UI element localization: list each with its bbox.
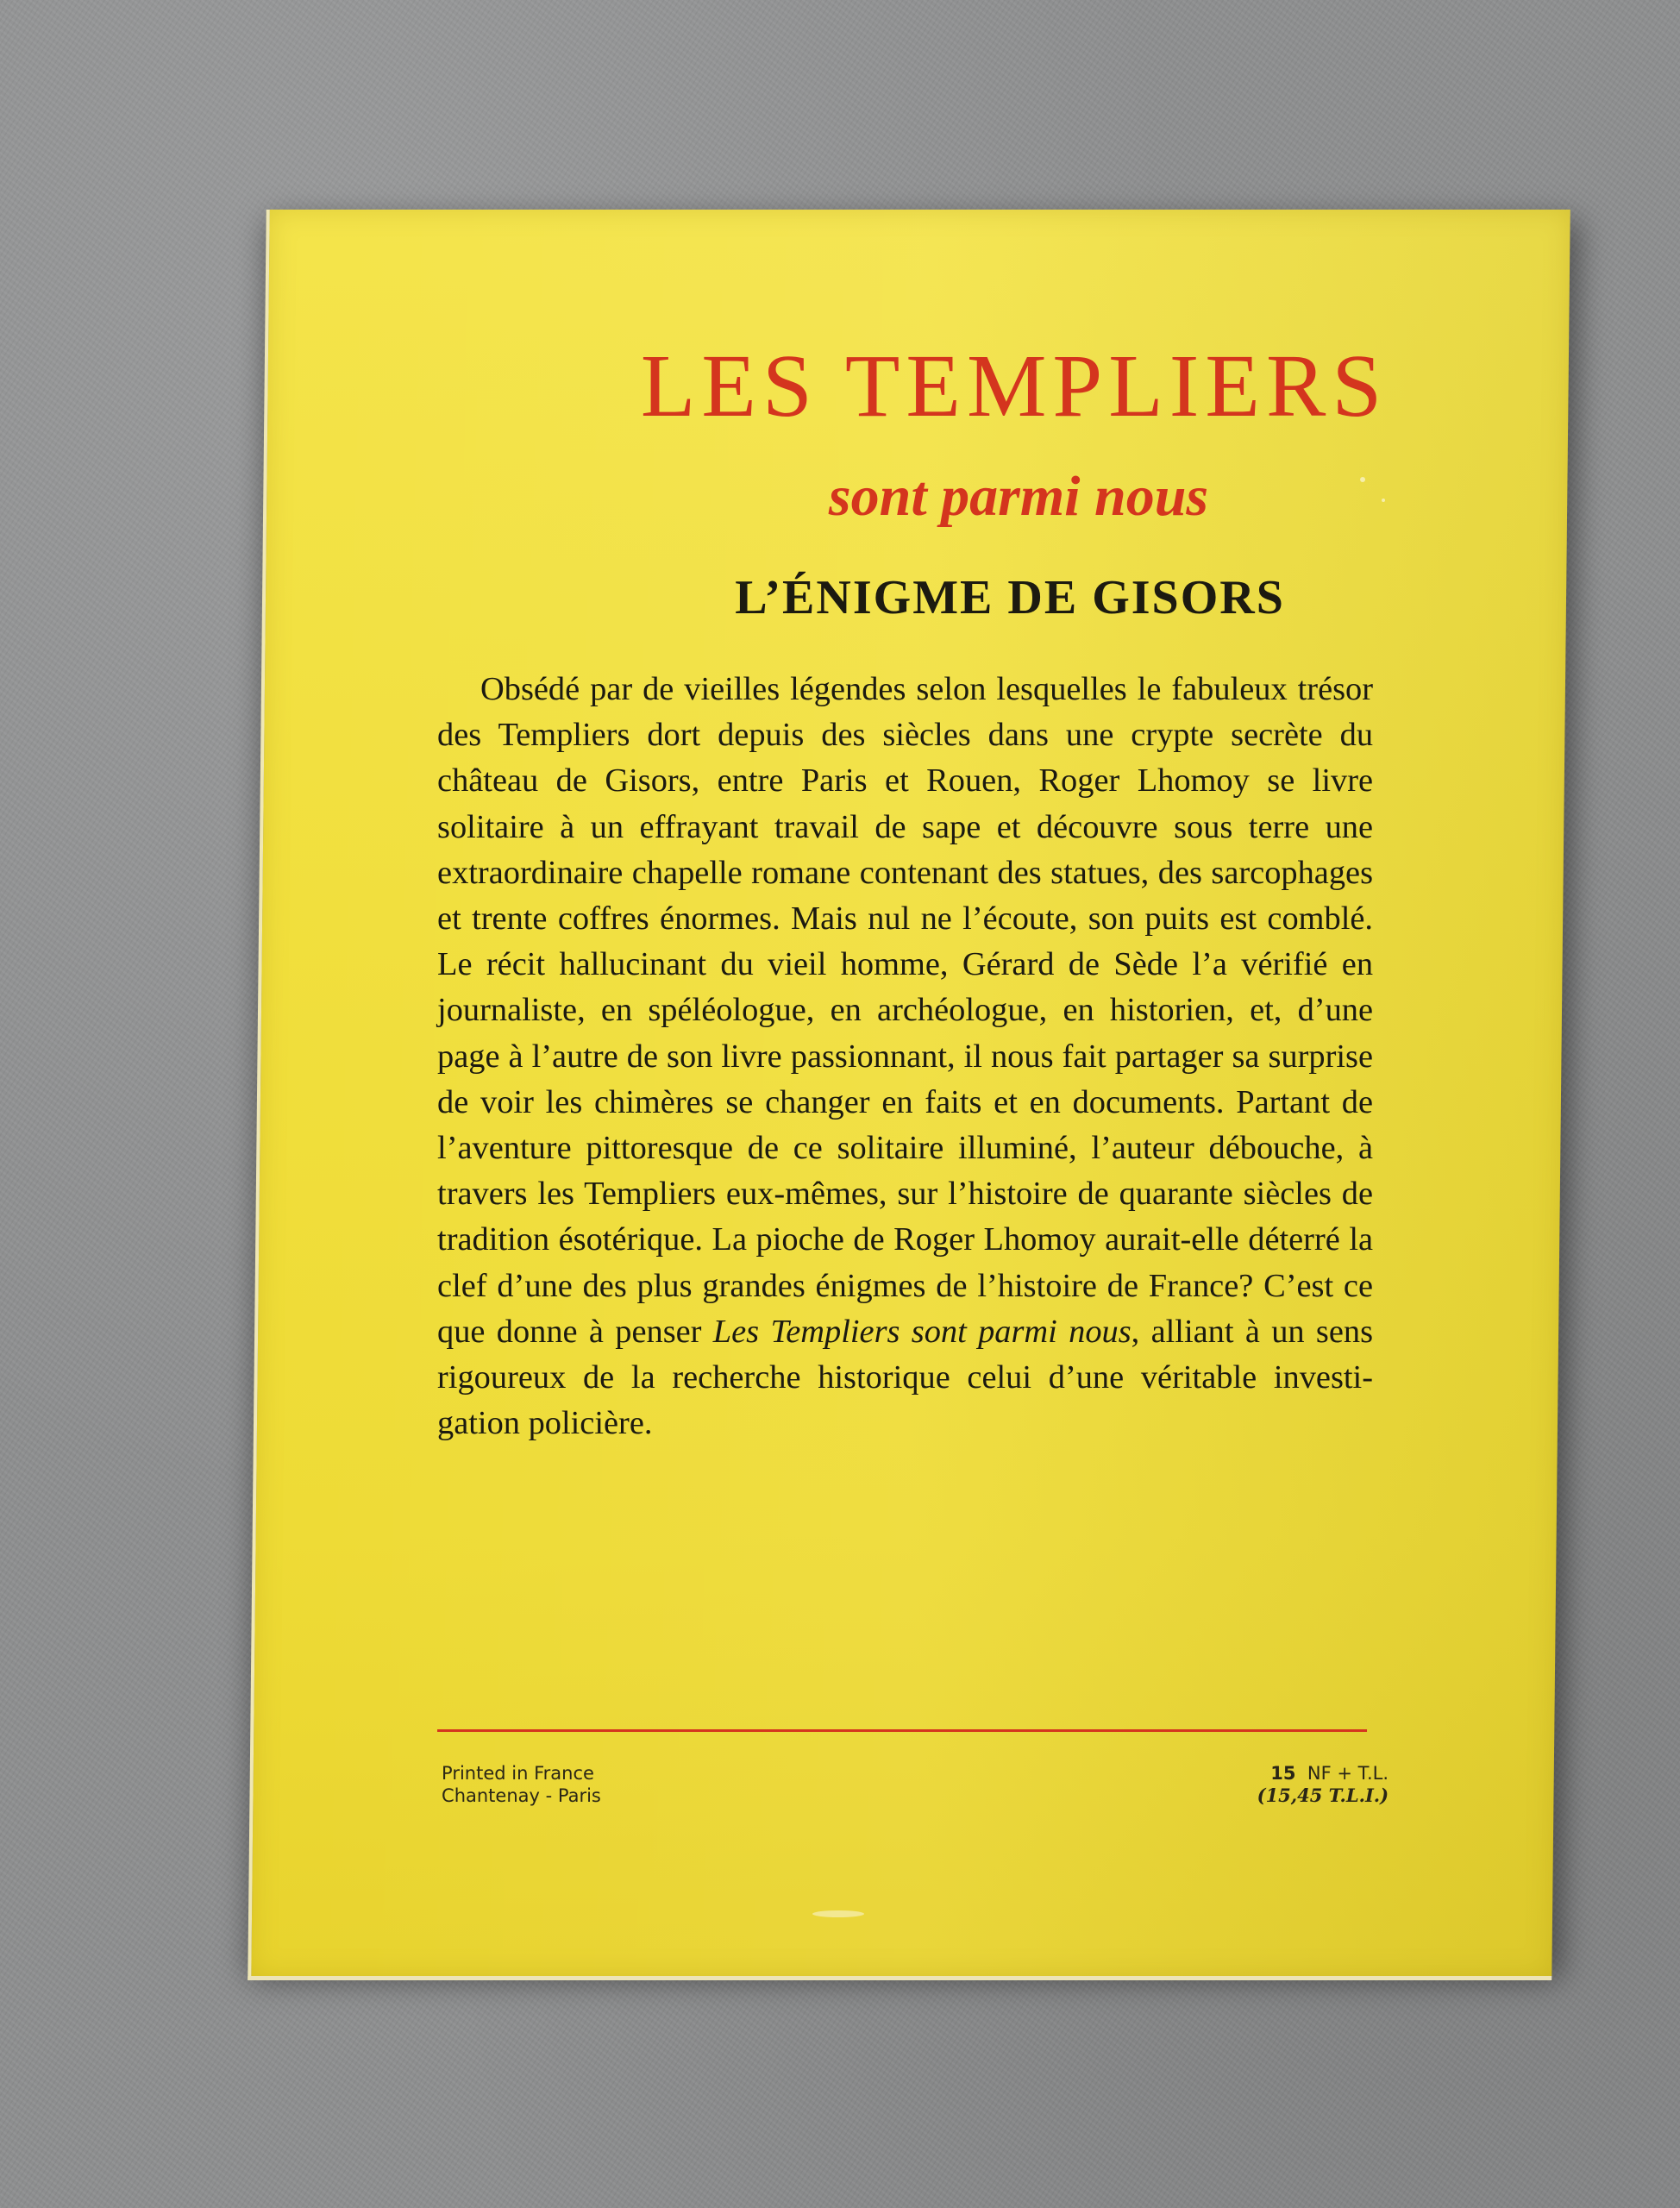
price-unit: NF + T.L. <box>1307 1763 1389 1784</box>
blurb-part-2: , alliant à un sens rigoureux de la recherche historique celui d’une véritable investigation policière. <box>437 1313 1374 1442</box>
blurb-part-1: Obsédé par de vieilles légendes selon lesquelles le fabuleux trésor des Templiers dort depuis des siècles dans une crypte secrète du château de Gisors, entre Paris et Rouen, Roger Lhomoy se livre solitaire à un effrayant travail de sape et découvre sous terre une extraordinaire chapelle romane contenant des statues, des sarcophages et trente coffres énormes. Mais nul ne l’écoute, son puits est comblé. Le récit hallucinant du vieil homme, Gérard de Sède l’a vérifié en journaliste, en spéléologue, en archéologue, en historien, et, d’une page à l’autre de son livre passionnant, il nous fait partager sa surprise de voir les chimères se changer en faits et en documents. Partant de l’aventure pittoresque de ce solitaire illuminé, l’auteur débouche, à travers les Templiers eux-mêmes, sur l’histoire de quarante siècles de tradition ésotérique. La pioche de Roger Lhomoy aurait-elle déterré la clef d’une des plus grandes énigmes de l’histoire de France? C’est ce que donne à penser <box>437 671 1374 1350</box>
cover-content <box>260 210 1561 1976</box>
section-title: L’ÉNIGME DE GISORS <box>735 571 1285 624</box>
imprint <box>442 1762 601 1807</box>
price-line <box>1257 1762 1389 1785</box>
red-divider <box>437 1729 1367 1732</box>
book-title: LES TEMPLIERS <box>640 336 1389 436</box>
book-back-cover <box>248 210 1570 1980</box>
blurb-italic-title: Les Templiers sont parmi nous <box>712 1313 1131 1350</box>
price-amount: 15 <box>1270 1763 1296 1784</box>
blurb-text <box>437 667 1373 1446</box>
imprint-line-1: Printed in France <box>442 1763 594 1784</box>
book-subtitle: sont parmi nous <box>828 465 1209 528</box>
imprint-line-2: Chantenay - Paris <box>442 1785 601 1806</box>
cover-wear-mark <box>1360 477 1365 482</box>
price-block <box>1257 1762 1389 1807</box>
cover-wear-mark <box>1382 499 1385 502</box>
price-tli: (15,45 T.L.I.) <box>1257 1785 1389 1806</box>
cover-wear-mark <box>812 1910 864 1917</box>
